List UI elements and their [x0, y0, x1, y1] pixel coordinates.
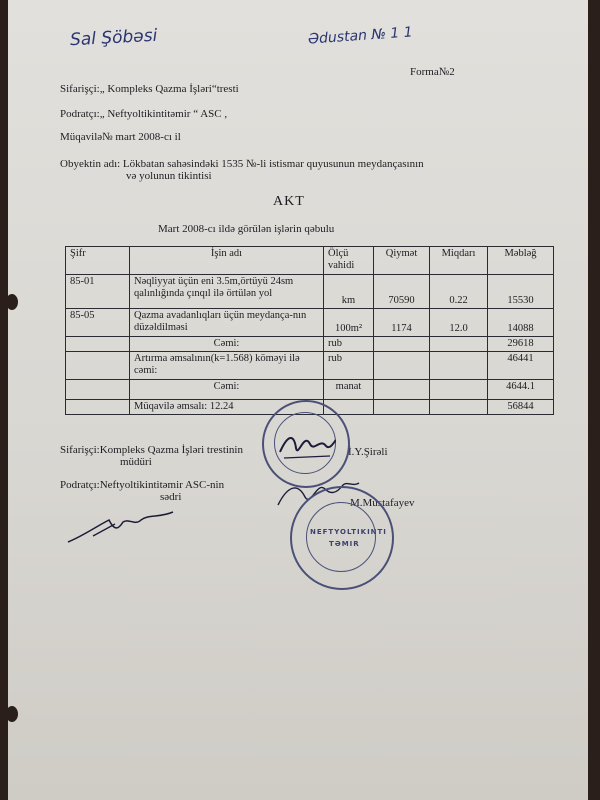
- row-amount: 14088: [488, 309, 554, 337]
- row-unit: 100m²: [324, 309, 374, 337]
- coef-label: Artırma əmsalının(k=1.568) köməyi ilə cəmi:: [130, 352, 324, 380]
- header-code: Şifr: [66, 247, 130, 275]
- form-number: Forma№2: [410, 66, 455, 78]
- works-table: [65, 246, 554, 415]
- contractor-signatory-name: M.Mustafayev: [350, 497, 415, 509]
- contract-coef-amount: 56844: [488, 400, 554, 415]
- customer-signatory-name: İ.Y.Şirəli: [348, 446, 388, 458]
- coefficient-row: [66, 352, 554, 380]
- contractor-signature-line-1: Podratçı:Neftyoltikintitəmir ASC-nin: [60, 479, 225, 491]
- document-page: [8, 0, 588, 800]
- table-row: [66, 275, 554, 309]
- row-code: 85-05: [66, 309, 130, 337]
- header-unit: Ölçü vahidi: [324, 247, 374, 275]
- customer-signature-line-2: müdüri: [120, 456, 152, 468]
- subtotal-amount: 29618: [488, 337, 554, 352]
- customer-line: Sifarişçi:„ Kompleks Qazma İşləri“tresti: [60, 83, 239, 95]
- contract-coef-label: Müqavilə əmsalı: 12.24: [130, 400, 324, 415]
- official-stamp-1: [262, 400, 350, 488]
- header-name: İşin adı: [130, 247, 324, 275]
- row-price: 70590: [374, 275, 430, 309]
- row-unit: km: [324, 275, 374, 309]
- official-stamp-2: [290, 486, 394, 590]
- handwritten-signature-left: [63, 500, 183, 550]
- total-row: [66, 380, 554, 400]
- row-amount: 15530: [488, 275, 554, 309]
- total-amount: 4644.1: [488, 380, 554, 400]
- table-row: [66, 309, 554, 337]
- punch-hole: [8, 706, 18, 722]
- subtotal-label: Cəmi:: [130, 337, 324, 352]
- customer-signature-line-1: Sifarişçi:Kompleks Qazma İşləri trestinin: [60, 444, 243, 456]
- document-title: AKT: [273, 194, 305, 209]
- object-line-1: Obyektin adı: Lökbatan sahəsindəki 1535 №-li istismar quyusunun meydançasının: [60, 158, 424, 170]
- document-subtitle: Mart 2008-cı ildə görülən işlərin qəbulu: [158, 223, 335, 235]
- header-price: Qiymət: [374, 247, 430, 275]
- table-header-row: [66, 247, 554, 275]
- object-line-2: və yolunun tikintisi: [126, 170, 212, 182]
- header-qty: Miqdarı: [430, 247, 488, 275]
- subtotal-row: [66, 337, 554, 352]
- row-code: 85-01: [66, 275, 130, 309]
- contract-line: Müqavilə№ mart 2008-cı il: [60, 131, 181, 143]
- total-unit: manat: [324, 380, 374, 400]
- subtotal-unit: rub: [324, 337, 374, 352]
- row-name: Qazma avadanlıqları üçün meydança-nın düzəldilməsi: [130, 309, 324, 337]
- stamp-text-line-1: NEFTYOLTIKINTI: [310, 528, 387, 536]
- row-name: Nəqliyyat üçün eni 3.5m,örtüyü 24sm qalınlığında çınqıl ilə örtülən yol: [130, 275, 324, 309]
- coef-unit: rub: [324, 352, 374, 380]
- coef-amount: 46441: [488, 352, 554, 380]
- header-amount: Məbləğ: [488, 247, 554, 275]
- total-label: Cəmi:: [130, 380, 324, 400]
- row-price: 1174: [374, 309, 430, 337]
- row-qty: 12.0: [430, 309, 488, 337]
- contractor-signature-line-2: sədri: [160, 491, 182, 503]
- punch-hole: [8, 294, 18, 310]
- handwritten-note-left: Sal Şöbəsi: [69, 25, 158, 51]
- row-qty: 0.22: [430, 275, 488, 309]
- handwritten-note-right: Ədustan № 1 1: [307, 24, 414, 48]
- stamp-text-line-2: TƏMIR: [329, 540, 360, 548]
- contractor-line: Podratçı:„ Neftyoltikintitəmir “ ASC ,: [60, 108, 228, 120]
- stamp-signature: [278, 428, 336, 462]
